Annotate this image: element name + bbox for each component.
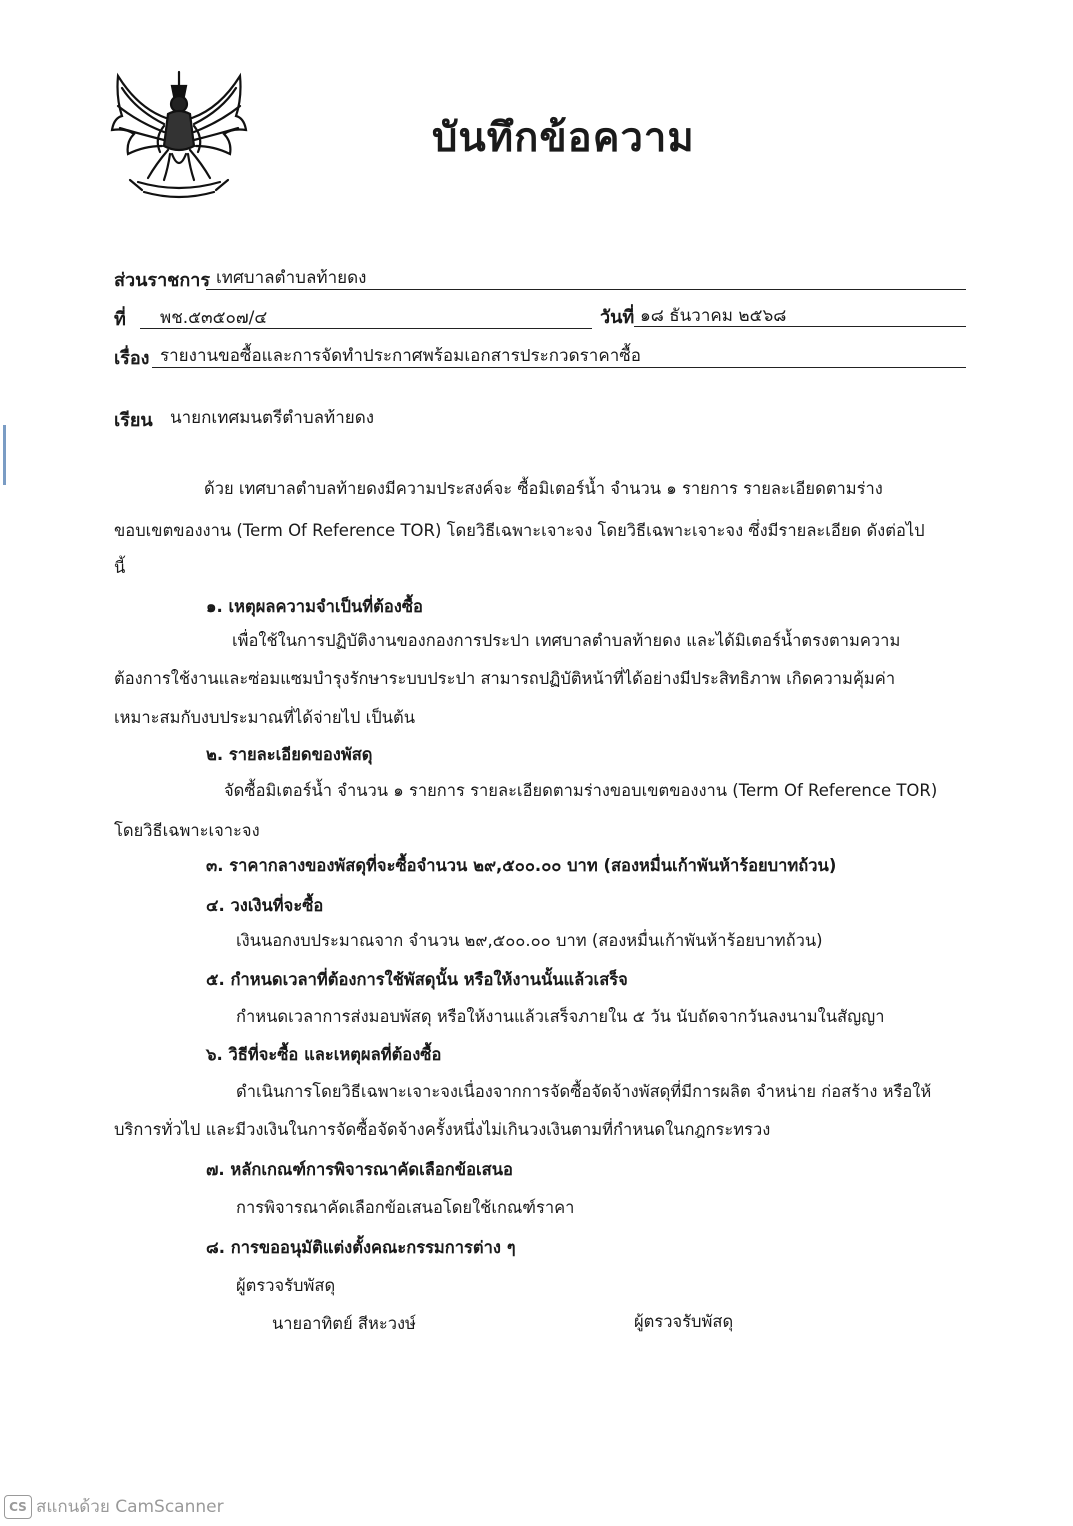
section-7-heading: ๗. หลักเกณฑ์การพิจารณาคัดเลือกข้อเสนอ bbox=[206, 1160, 513, 1179]
date-label: วันที่ bbox=[600, 307, 635, 328]
section-4-line-1: เงินนอกงบประมาณจาก จำนวน ๒๙,๕๐๐.๐๐ บาท (สองหมื่นเก้าพันห้าร้อยบาทถ้วน) bbox=[236, 931, 823, 950]
committee-member-name: นายอาทิตย์ สีหะวงษ์ bbox=[272, 1314, 416, 1333]
agency-label: ส่วนราชการ bbox=[114, 270, 211, 291]
section-6-line-1: ดำเนินการโดยวิธีเฉพาะเจาะจงเนื่องจากการจัดซื้อจัดจ้างพัสดุที่มีการผลิต จำหน่าย ก่อสร้าง หรือให้ bbox=[236, 1082, 932, 1101]
section-5-line-1: กำหนดเวลาการส่งมอบพัสดุ หรือให้งานแล้วเสร็จภายใน ๕ วัน นับถัดจากวันลงนามในสัญญา bbox=[236, 1007, 885, 1026]
ref-value: พช.๕๓๕๐๗/๔ bbox=[160, 308, 268, 328]
section-1-heading: ๑. เหตุผลความจำเป็นที่ต้องซื้อ bbox=[206, 597, 423, 616]
section-6-line-2: บริการทั่วไป และมีวงเงินในการจัดซื้อจัดจ้างครั้งหนึ่งไม่เกินวงเงินตามที่กำหนดในกฎกระทรวง bbox=[114, 1120, 771, 1139]
to-label: เรียน bbox=[114, 410, 153, 431]
scan-edge-mark bbox=[3, 425, 6, 485]
intro-line-1: ด้วย เทศบาลตำบลท้ายดงมีความประสงค์จะ ซื้อมิเตอร์น้ำ จำนวน ๑ รายการ รายละเอียดตามร่าง bbox=[204, 479, 883, 498]
to-value: นายกเทศมนตรีตำบลท้ายดง bbox=[170, 408, 375, 428]
ref-rule bbox=[140, 328, 592, 329]
date-rule bbox=[634, 326, 966, 327]
memo-title: บันทึกข้อความ bbox=[432, 115, 695, 161]
section-8-line-1: ผู้ตรวจรับพัสดุ bbox=[236, 1276, 336, 1295]
intro-line-3: นี้ bbox=[114, 558, 126, 577]
camscanner-logo-icon: CS bbox=[4, 1495, 32, 1519]
section-2-line-1: จัดซื้อมิเตอร์น้ำ จำนวน ๑ รายการ รายละเอียดตามร่างขอบเขตของงาน (Term Of Reference TOR) bbox=[224, 781, 938, 800]
section-8-heading: ๘. การขออนุมัติแต่งตั้งคณะกรรมการต่าง ๆ bbox=[206, 1238, 516, 1257]
section-7-line-1: การพิจารณาคัดเลือกข้อเสนอโดยใช้เกณฑ์ราคา bbox=[236, 1198, 575, 1217]
date-value: ๑๘ ธันวาคม ๒๕๖๘ bbox=[640, 306, 787, 326]
camscanner-watermark bbox=[4, 1493, 224, 1520]
intro-line-2: ขอบเขตของงาน (Term Of Reference TOR) โดยวิธีเฉพาะเจาะจง โดยวิธีเฉพาะเจาะจง ซึ่งมีรายละเอียด ดังต่อไป bbox=[114, 521, 925, 540]
committee-member-role: ผู้ตรวจรับพัสดุ bbox=[634, 1312, 734, 1331]
subject-label: เรื่อง bbox=[114, 348, 150, 369]
agency-rule bbox=[206, 289, 966, 290]
section-1-line-1: เพื่อใช้ในการปฏิบัติงานของกองการประปา เทศบาลตำบลท้ายดง และได้มิเตอร์น้ำตรงตามความ bbox=[232, 631, 901, 650]
section-5-heading: ๕. กำหนดเวลาที่ต้องการใช้พัสดุนั้น หรือให้งานนั้นแล้วเสร็จ bbox=[206, 970, 628, 989]
section-6-heading: ๖. วิธีที่จะซื้อ และเหตุผลที่ต้องซื้อ bbox=[206, 1045, 442, 1064]
section-2-heading: ๒. รายละเอียดของพัสดุ bbox=[206, 745, 373, 764]
garuda-emblem-icon bbox=[108, 68, 250, 204]
agency-value: เทศบาลตำบลท้ายดง bbox=[216, 268, 367, 288]
section-1-line-2: ต้องการใช้งานและซ่อมแซมบำรุงรักษาระบบประปา สามารถปฏิบัติหน้าที่ได้อย่างมีประสิทธิภาพ เกิดความคุ้มค่า bbox=[114, 669, 896, 688]
camscanner-text: สแกนด้วย CamScanner bbox=[36, 1497, 224, 1517]
section-3-heading: ๓. ราคากลางของพัสดุที่จะซื้อจำนวน ๒๙,๕๐๐.๐๐ บาท (สองหมื่นเก้าพันห้าร้อยบาทถ้วน) bbox=[206, 856, 837, 875]
subject-rule bbox=[152, 367, 966, 368]
section-4-heading: ๔. วงเงินที่จะซื้อ bbox=[206, 896, 324, 915]
section-2-line-2: โดยวิธีเฉพาะเจาะจง bbox=[114, 821, 260, 840]
ref-label: ที่ bbox=[114, 309, 126, 330]
section-1-line-3: เหมาะสมกับงบประมาณที่ได้จ่ายไป เป็นต้น bbox=[114, 708, 416, 727]
subject-value: รายงานขอซื้อและการจัดทำประกาศพร้อมเอกสารประกวดราคาซื้อ bbox=[160, 346, 641, 366]
